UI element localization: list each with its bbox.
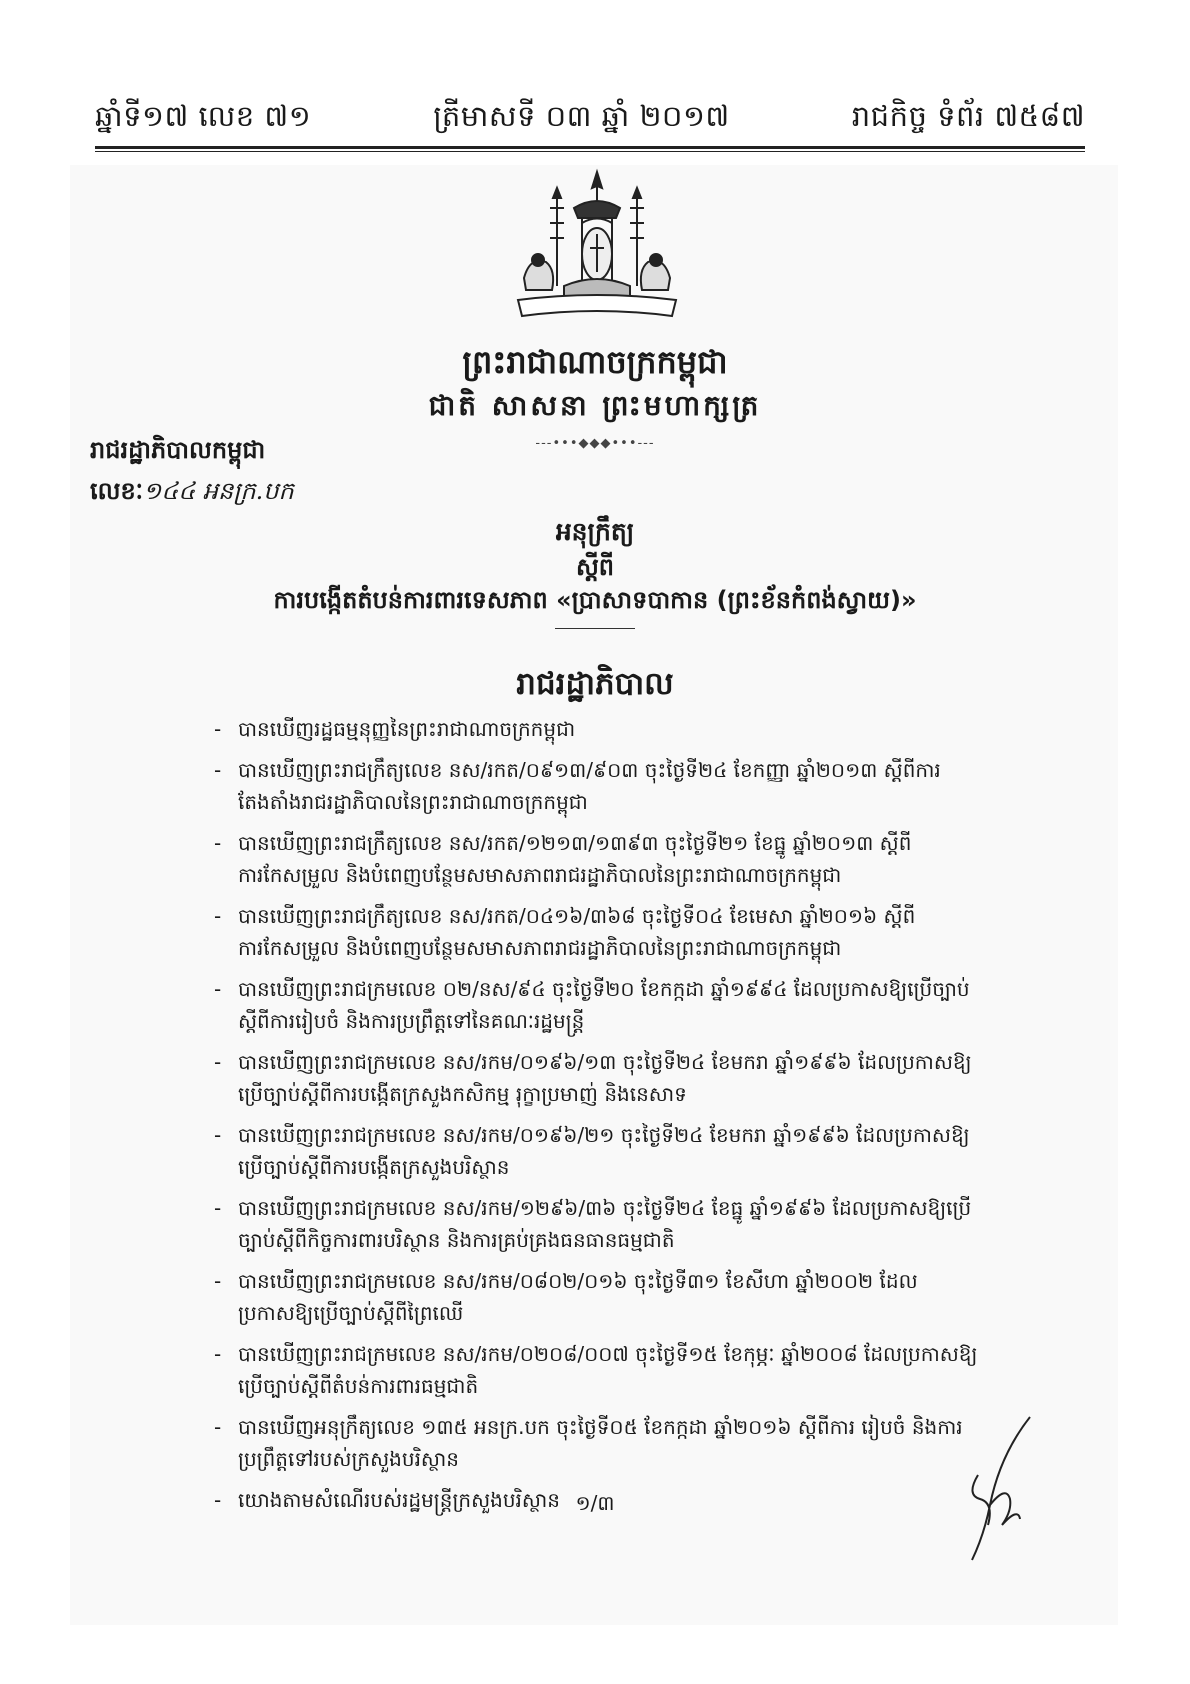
- reference-number: [90, 476, 294, 511]
- quarter-year: ត្រីមាសទី ០៣ ឆ្នាំ ២០១៧: [433, 99, 730, 133]
- recital-item: - បានឃើញព្រះរាជក្រឹត្យលេខ នស/រកត/១២១៣/១៣៩៣ ចុះថ្ងៃទី២១ ខែធ្នូ ឆ្នាំ២០១៣ ស្តីពីការកែសម្រួល និងបំពេញបន្ថែមសមាសភាពរាជរដ្ឋាភិបាលនៃព្រះរាជាណាចក្រកម្ពុជា: [214, 831, 912, 887]
- authority-heading: រាជរដ្ឋាភិបាល: [516, 666, 674, 702]
- ornament-divider: ---•••◆◆◆•••---: [535, 436, 655, 451]
- signature-icon: [960, 1415, 1050, 1565]
- recital-item: - បានឃើញព្រះរាជក្រមលេខ នស/រកម/០៨០២/០១៦ ចុះថ្ងៃទី៣១ ខែសីហា ឆ្នាំ២០០២ ដែលប្រកាសឱ្យប្រើច្បាប់ស្តីពីព្រៃឈើ: [214, 1269, 918, 1325]
- royal-coat-of-arms-icon: [512, 168, 682, 326]
- header-rule-thin: [95, 151, 1085, 152]
- recital-item: - បានឃើញព្រះរាជក្រឹត្យលេខ នស/រកត/០៩១៣/៩០៣ ចុះថ្ងៃទី២៤ ខែកញ្ញា ឆ្នាំ២០១៣ ស្តីពីការតែងតាំងរាជរដ្ឋាភិបាលនៃព្រះរាជាណាចក្រកម្ពុជា: [214, 758, 941, 814]
- page-number: ១/៣: [575, 1491, 615, 1515]
- recital-item: - យោងតាមសំណើរបស់រដ្ឋមន្ត្រីក្រសួងបរិស្ថាន: [214, 1488, 560, 1512]
- recitals-list: [214, 713, 988, 1525]
- reference-value: ១៤៤ អនក្រ.បក: [143, 477, 294, 505]
- about-label: ស្តីពី: [575, 553, 615, 581]
- document-subject: ការបង្កើតតំបន់ការពារទេសភាព «ប្រាសាទបាកាន (ព្រះខ័នកំពង់ស្វាយ)»: [273, 586, 917, 614]
- recital-item: - បានឃើញរដ្ឋធម្មនុញ្ញនៃព្រះរាជាណាចក្រកម្ពុជា: [214, 717, 576, 741]
- kingdom-title: ព្រះរាជាណាចក្រកម្ពុជា: [462, 343, 728, 381]
- document-type: អនុក្រឹត្យ: [555, 517, 635, 546]
- issuer-name: រាជរដ្ឋាភិបាលកម្ពុជា: [90, 436, 266, 464]
- recital-item: - បានឃើញព្រះរាជក្រមលេខ នស/រកម/០១៩៦/២១ ចុះថ្ងៃទី២៤ ខែមករា ឆ្នាំ១៩៩៦ ដែលប្រកាសឱ្យប្រើច្បាប់ស្តីពីការបង្កើតក្រសួងបរិស្ថាន: [214, 1123, 970, 1179]
- gazette-page-number: រាជកិច្ច ទំព័រ ៧៥៨៧: [851, 99, 1085, 133]
- recital-item: - បានឃើញព្រះរាជក្រមលេខ នស/រកម/០២០៨/០០៧ ចុះថ្ងៃទី១៥ ខែកុម្ភៈ ឆ្នាំ២០០៨ ដែលប្រកាសឱ្យប្រើច្បាប់ស្តីពីតំបន់ការពារធម្មជាតិ: [214, 1342, 978, 1398]
- header-rule-thick: [95, 146, 1085, 149]
- volume-issue: ឆ្នាំទី១៧ លេខ ៧១: [95, 99, 312, 133]
- subject-divider: [555, 628, 635, 629]
- reference-label: លេខៈ: [90, 477, 144, 505]
- recital-item: - បានឃើញព្រះរាជក្រមលេខ ០២/នស/៩៤ ចុះថ្ងៃទី២០ ខែកក្កដា ឆ្នាំ១៩៩៤ ដែលប្រកាសឱ្យប្រើច្បាប់ស្តីពីការរៀបចំ និងការប្រព្រឹត្តទៅនៃគណៈរដ្ឋមន្ត្រី: [214, 977, 970, 1033]
- recital-item: - បានឃើញព្រះរាជក្រមលេខ នស/រកម/០១៩៦/១៣ ចុះថ្ងៃទី២៤ ខែមករា ឆ្នាំ១៩៩៦ ដែលប្រកាសឱ្យប្រើច្បាប់ស្តីពីការបង្កើតក្រសួងកសិកម្ម រុក្ខាប្រមាញ់ និងនេសាទ: [214, 1050, 972, 1106]
- recital-item: - បានឃើញអនុក្រឹត្យលេខ ១៣៥ អនក្រ.បក ចុះថ្ងៃទី០៥ ខែកក្កដា ឆ្នាំ២០១៦ ស្តីពីការ រៀបចំ និងការប្រព្រឹត្តទៅរបស់ក្រសួងបរិស្ថាន: [214, 1415, 963, 1471]
- recital-item: - បានឃើញព្រះរាជក្រឹត្យលេខ នស/រកត/០៤១៦/៣៦៨ ចុះថ្ងៃទី០៤ ខែមេសា ឆ្នាំ២០១៦ ស្តីពីការកែសម្រួល និងបំពេញបន្ថែមសមាសភាពរាជរដ្ឋាភិបាលនៃព្រះរាជាណាចក្រកម្ពុជា: [214, 904, 916, 960]
- recital-item: - បានឃើញព្រះរាជក្រមលេខ នស/រកម/១២៩៦/៣៦ ចុះថ្ងៃទី២៤ ខែធ្នូ ឆ្នាំ១៩៩៦ ដែលប្រកាសឱ្យប្រើច្បាប់ស្តីពីកិច្ចការពារបរិស្ថាន និងការគ្រប់គ្រងធនធានធម្មជាតិ: [214, 1196, 972, 1252]
- national-motto: ជាតិ សាសនា ព្រះមហាក្សត្រ: [428, 389, 762, 422]
- gazette-header: [95, 95, 1085, 141]
